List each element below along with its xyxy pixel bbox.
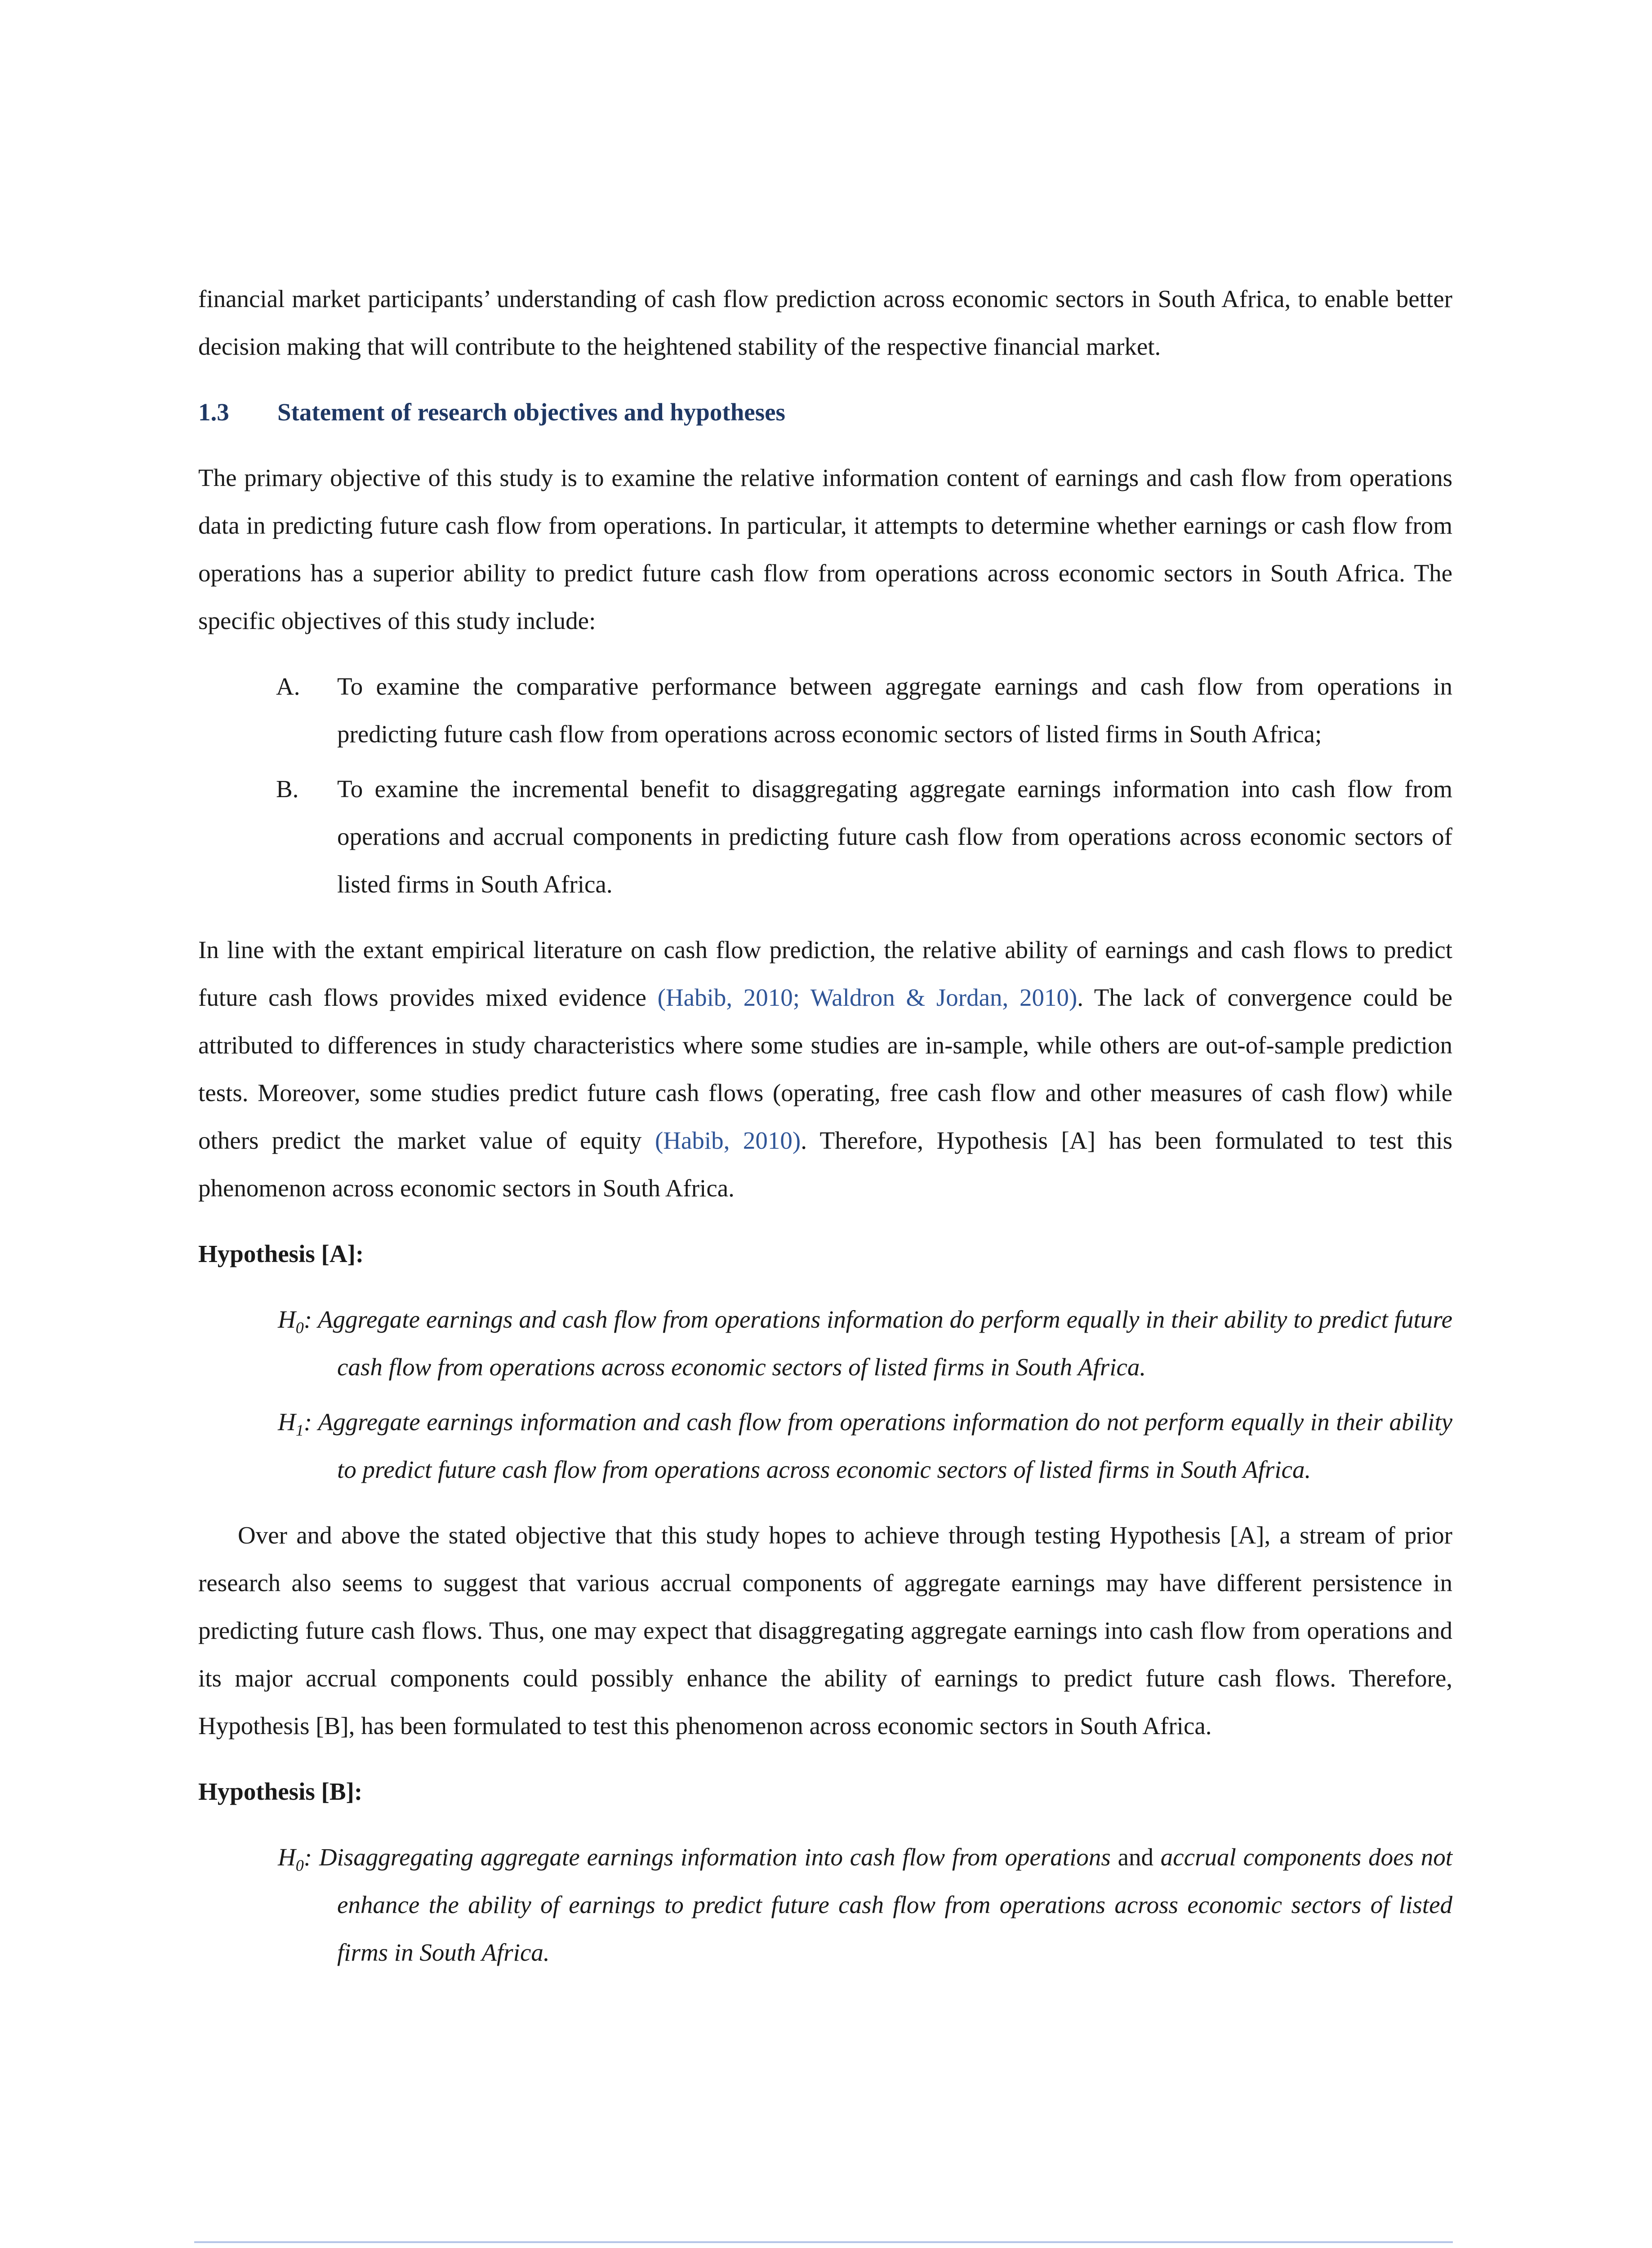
literature-text: . The lack of convergence could be attributed to differences in study characteristics where some studies are in-sample, while others are out-of-sample prediction tests. Moreover, some studies predict future cash flows (operating, free cash flow and other measures of cash flow) while others predict the market value of equity	[198, 984, 1452, 1154]
h0-text: : Aggregate earnings and cash flow from operations information do perform equally in their ability to predict future cash flow from operations across economic sectors of listed firms in South Africa.	[303, 1306, 1452, 1381]
hypothesis-a-h0	[198, 1296, 1452, 1391]
h1-text: : Aggregate earnings information and cash flow from operations information do not perform equally in their ability to predict future cash flow from operations across economic sectors of listed firms in South Africa.	[303, 1408, 1452, 1483]
h0-text: accrual components does not enhance the ability of earnings to predict future cash flow from operations across economic sectors of listed firms in South Africa.	[337, 1843, 1452, 1966]
hypothesis-a-h1	[198, 1398, 1452, 1494]
citation: (Habib, 2010; Waldron & Jordan, 2010)	[657, 984, 1078, 1011]
hypothesis-a-block	[198, 1296, 1452, 1494]
hypothesis-a-title: Hypothesis [A]:	[198, 1240, 364, 1267]
list-item	[198, 765, 1452, 908]
hypothesis-b-block	[198, 1833, 1452, 1976]
intro-paragraph: financial market participants’ understanding of cash flow prediction across economic sectors in South Africa, to enable better decision making that will contribute to the heightened stability of the respective financial market.	[198, 285, 1452, 360]
over-and-above-paragraph: Over and above the stated objective that this study hopes to achieve through testing Hypothesis [A], a stream of prior research also seems to suggest that various accrual components of aggregate earnings may have different persistence in predicting future cash flows. Thus, one may expect that disaggregating aggregate earnings into cash flow from operations and its major accrual components could possibly enhance the ability of earnings to predict future cash flows. Therefore, Hypothesis [B], has been formulated to test this phenomenon across economic sectors in South Africa.	[198, 1521, 1452, 1740]
literature-text: In line with the extant empirical literature on cash flow prediction, the relative ability of earnings and cash flows to predict future cash flows provides mixed evidence	[198, 936, 1452, 1011]
list-item	[198, 663, 1452, 758]
page-body	[198, 275, 1452, 1994]
objectives-list	[198, 663, 1452, 908]
literature-text: . Therefore, Hypothesis [A] has been formulated to test this phenomenon across economic sectors in South Africa.	[198, 1127, 1452, 1202]
h0-subscript: 0	[295, 1856, 304, 1874]
h1-subscript: 1	[295, 1421, 304, 1439]
h0-subscript: 0	[295, 1319, 304, 1337]
citation: (Habib, 2010)	[655, 1127, 801, 1154]
list-item-text: To examine the incremental benefit to disaggregating aggregate earnings information into cash flow from operations and accrual components in predicting future cash flow from operations across economic sectors of listed firms in South Africa.	[337, 775, 1452, 898]
h0-and: and	[1118, 1843, 1154, 1871]
section-number: 1.3	[198, 398, 229, 426]
h0-text: : Disaggregating aggregate earnings information into cash flow from operations	[303, 1843, 1118, 1871]
footer-rule	[194, 2241, 1453, 2243]
section-title: Statement of research objectives and hypotheses	[277, 398, 785, 426]
h0-symbol: H	[278, 1843, 296, 1871]
h1-symbol: H	[278, 1408, 296, 1436]
h0-symbol: H	[278, 1306, 296, 1333]
literature-paragraph	[198, 926, 1452, 1212]
hypothesis-b-h0	[198, 1833, 1452, 1976]
list-item-text: To examine the comparative performance between aggregate earnings and cash flow from operations in predicting future cash flow from operations across economic sectors of listed firms in South Africa;	[337, 673, 1452, 748]
section-heading	[198, 388, 1452, 436]
list-marker: A.	[276, 673, 300, 700]
objective-paragraph: The primary objective of this study is to examine the relative information content of earnings and cash flow from operations data in predicting future cash flow from operations. In particular, it attempts to determine whether earnings or cash flow from operations has a superior ability to predict future cash flow from operations across economic sectors in South Africa. The specific objectives of this study include:	[198, 464, 1452, 634]
list-marker: B.	[276, 775, 299, 803]
hypothesis-b-title: Hypothesis [B]:	[198, 1778, 363, 1805]
